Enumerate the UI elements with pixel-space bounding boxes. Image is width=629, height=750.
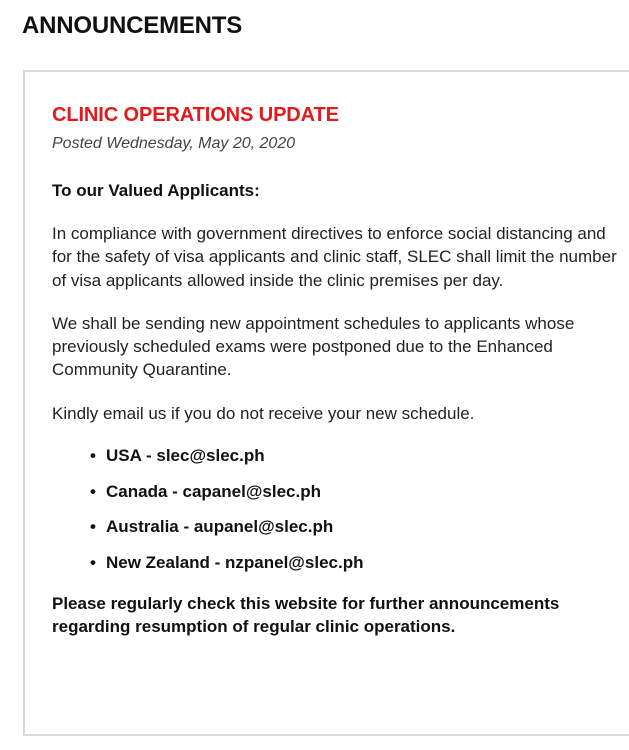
paragraph-email-instruction: Kindly email us if you do not receive your new schedule.: [52, 403, 475, 423]
contact-usa: USA - slec@slec.ph: [106, 446, 265, 466]
list-item-australia: [90, 516, 622, 538]
closing-note: Please regularly check this website for further announcements regarding resumption of regular clinic operations.: [52, 593, 560, 636]
bullet-icon: •: [90, 517, 96, 537]
paragraph-new-schedules: We shall be sending new appointment schedules to applicants whose previously scheduled exams were postponed due to the Enhanced Community Quarantine.: [52, 313, 575, 380]
announcement-card: [23, 70, 629, 736]
posted-date: Posted Wednesday, May 20, 2020: [52, 135, 296, 152]
bullet-icon: •: [90, 552, 96, 572]
contact-new-zealand: New Zealand - nzpanel@slec.ph: [106, 552, 364, 572]
bullet-icon: •: [90, 481, 96, 501]
list-item-new-zealand: [90, 552, 622, 574]
list-item-canada: [90, 481, 622, 503]
announcement-body: [52, 102, 622, 638]
salutation: To our Valued Applicants:: [52, 181, 260, 200]
page-title: ANNOUNCEMENTS: [22, 12, 243, 39]
contact-email-list: [52, 445, 622, 574]
contact-australia: Australia - aupanel@slec.ph: [106, 517, 334, 537]
list-item-usa: [90, 445, 622, 467]
paragraph-social-distancing: In compliance with government directives to enforce social distancing and for the safety of visa applicants and clinic staff, SLEC shall limit the number of visa applicants allowed inside the clinic premises per day.: [52, 224, 617, 290]
bullet-icon: •: [90, 446, 96, 466]
announcement-title: CLINIC OPERATIONS UPDATE: [52, 104, 339, 126]
contact-canada: Canada - capanel@slec.ph: [106, 481, 321, 501]
